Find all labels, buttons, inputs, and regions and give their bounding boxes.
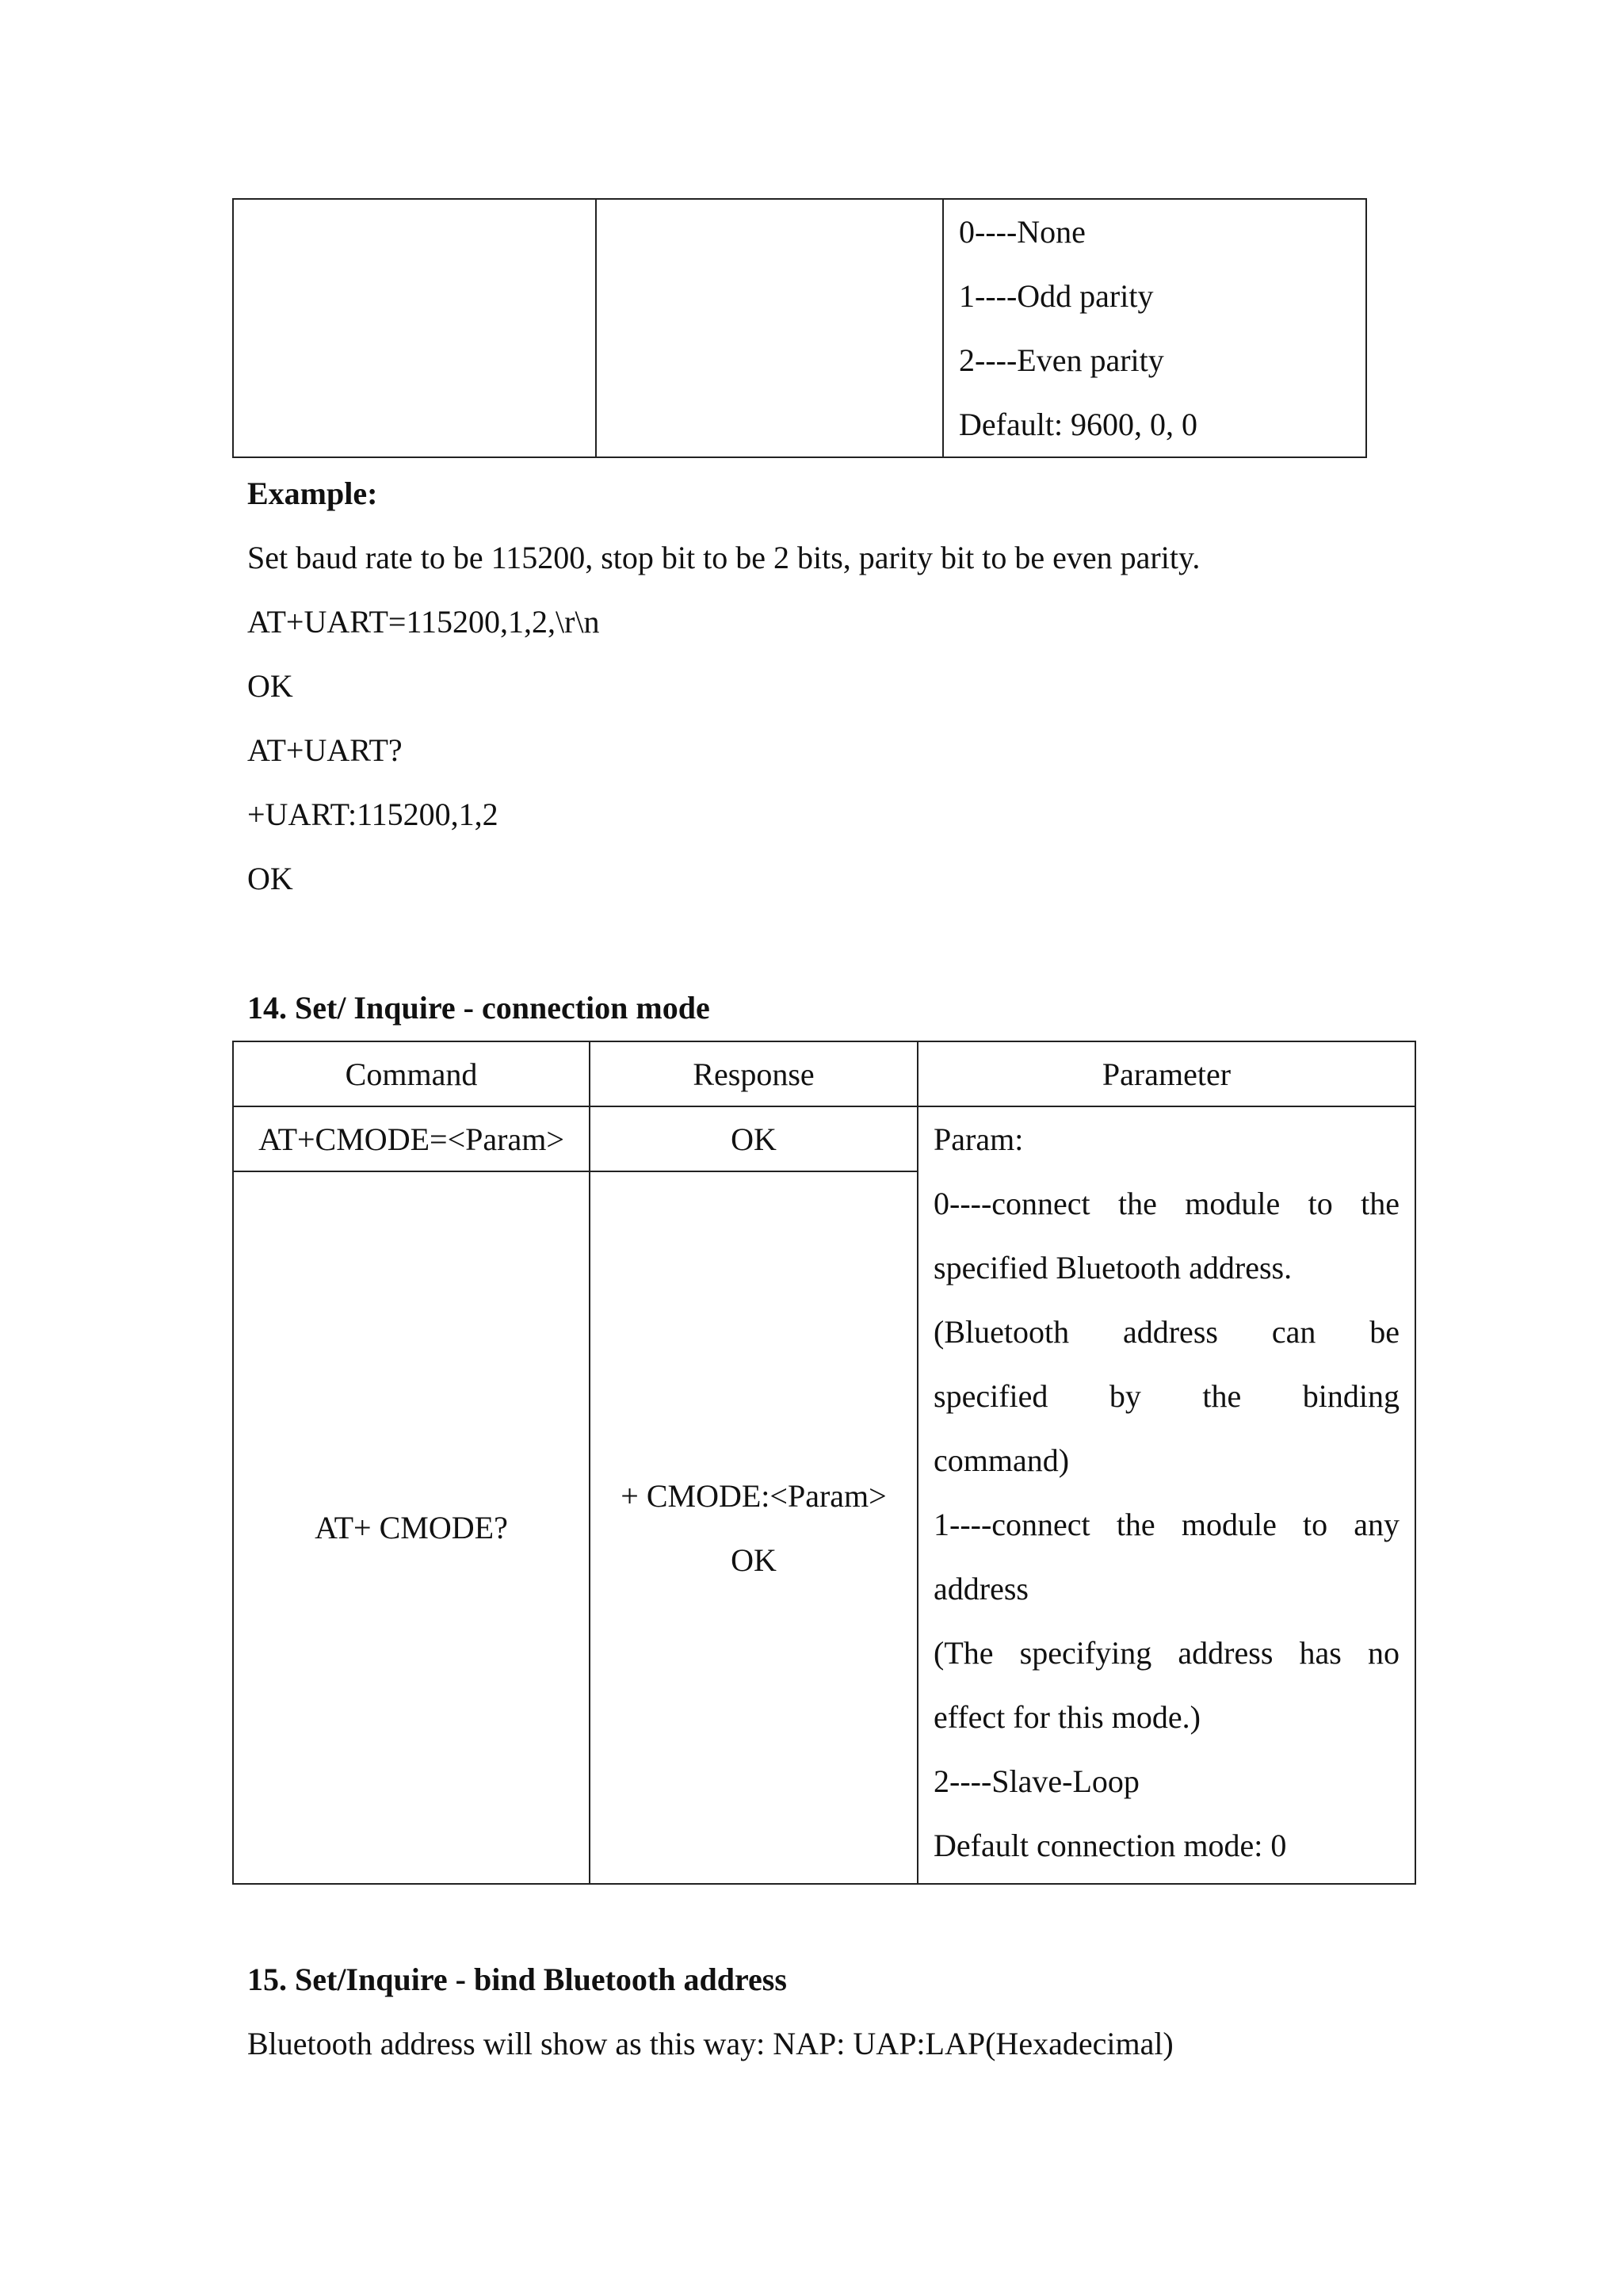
param-mode0-note-line3: command) [934, 1442, 1070, 1478]
cmode-parameter-cell [918, 1106, 1415, 1884]
cmode-set-response: OK [590, 1106, 918, 1171]
example-heading: Example: [247, 476, 378, 511]
parity-option-none: 0----None [959, 214, 1086, 250]
param-mode1-line2: address [934, 1571, 1029, 1606]
parity-options-cell [943, 199, 1366, 457]
param-mode0-line2: specified Bluetooth address. [934, 1250, 1293, 1286]
empty-cell-command [233, 199, 596, 457]
parity-option-odd: 1----Odd parity [959, 278, 1154, 314]
uart-default: Default: 9600, 0, 0 [959, 407, 1198, 442]
header-response: Response [590, 1041, 918, 1106]
param-mode1-note-line2: effect for this mode.) [934, 1699, 1201, 1735]
example-query-command: AT+UART? [247, 732, 403, 768]
example-set-response: OK [247, 668, 293, 704]
param-mode0-note-line2: specified by the binding [934, 1378, 1400, 1414]
header-command: Command [233, 1041, 590, 1106]
cmode-query-response-cell [590, 1171, 918, 1884]
parity-option-even: 2----Even parity [959, 342, 1164, 378]
param-mode1-note-line1: (The specifying address has no [934, 1635, 1400, 1671]
cmode-query-response-line2: OK [731, 1541, 777, 1578]
cmode-table [232, 1041, 1416, 1885]
section-14-heading: 14. Set/ Inquire - connection mode [247, 990, 710, 1026]
cmode-set-command: AT+CMODE=<Param> [233, 1106, 590, 1171]
section-15-intro: Bluetooth address will show as this way: NAP: UAP:LAP(Hexadecimal) [247, 2026, 1174, 2061]
example-query-ok: OK [247, 861, 293, 896]
example-set-command: AT+UART=115200,1,2,\r\n [247, 604, 600, 640]
param-mode0-note-line1: (Bluetooth address can be [934, 1314, 1400, 1350]
param-label: Param: [934, 1121, 1024, 1157]
cmode-query-response-line1: + CMODE:<Param> [621, 1477, 887, 1514]
example-description: Set baud rate to be 115200, stop bit to be 2 bits, parity bit to be even parity. [247, 540, 1201, 575]
param-mode2: 2----Slave-Loop [934, 1763, 1140, 1799]
parity-table-continuation [232, 198, 1367, 458]
header-parameter: Parameter [918, 1041, 1415, 1106]
example-query-result: +UART:115200,1,2 [247, 797, 498, 832]
empty-cell-response [596, 199, 943, 457]
section-15-heading: 15. Set/Inquire - bind Bluetooth address [247, 1962, 787, 1997]
cmode-query-command: AT+ CMODE? [233, 1171, 590, 1884]
param-mode0-line1: 0----connect the module to the [934, 1186, 1400, 1221]
param-default-mode: Default connection mode: 0 [934, 1828, 1287, 1863]
param-mode1-line1: 1----connect the module to any [934, 1507, 1400, 1542]
